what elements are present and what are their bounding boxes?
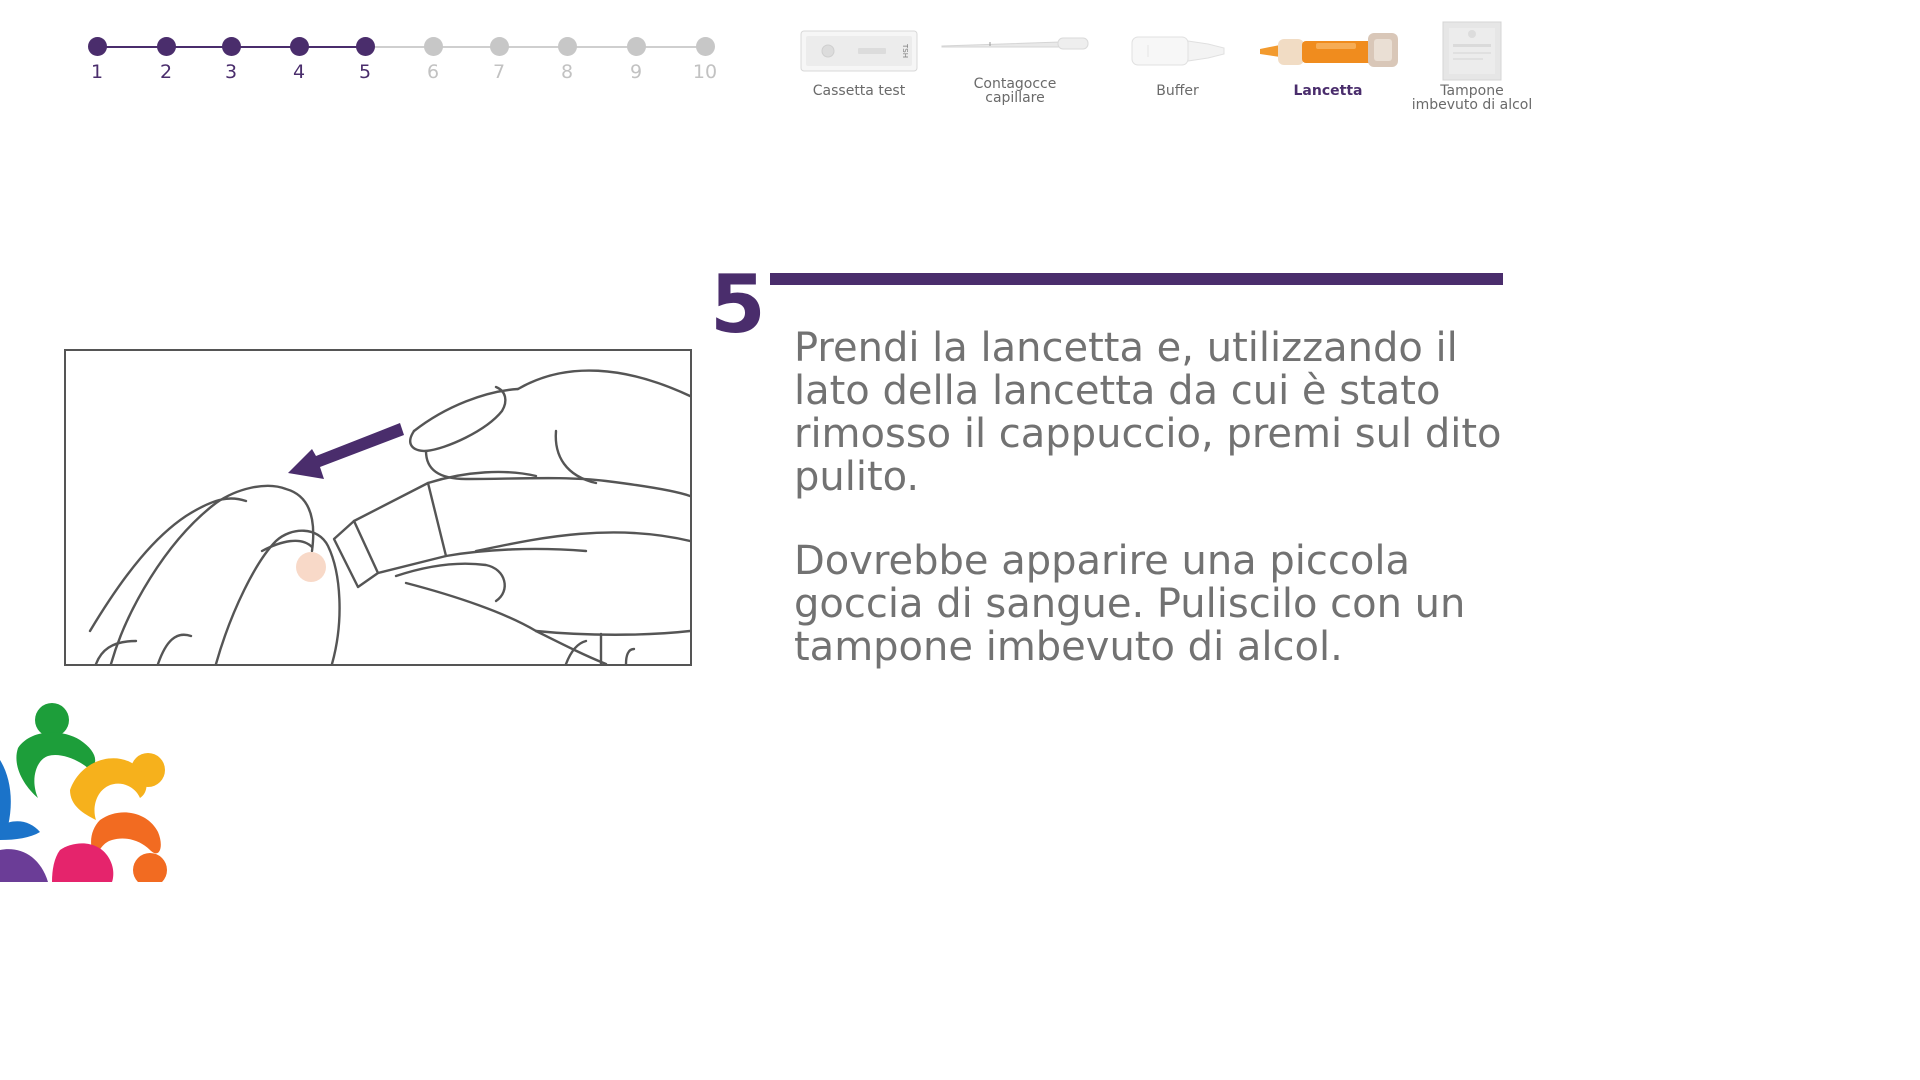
instruction-paragraph-2: Dovrebbe apparire una piccola goccia di sangue. Puliscilo con un tampone imbevuto di alcol. (794, 538, 1466, 670)
step-label: 5 (358, 61, 372, 83)
step-label: 3 (224, 61, 238, 83)
step-label: 6 (426, 61, 440, 83)
test-cassette-icon (800, 28, 918, 74)
step-dot (696, 37, 715, 56)
step-1[interactable] (77, 28, 117, 83)
step-dot (558, 37, 577, 56)
step-7[interactable] (479, 28, 519, 83)
step-9[interactable] (616, 28, 656, 83)
step-2[interactable] (146, 28, 186, 83)
blood-spot (296, 552, 326, 582)
capillary-dropper-icon (940, 34, 1090, 54)
step-label: 10 (692, 61, 718, 83)
step-number: 5 (710, 258, 766, 351)
alcohol-swab-icon (1441, 20, 1503, 82)
step-dot (222, 37, 241, 56)
lancet-icon (1256, 27, 1401, 75)
step-dot (290, 37, 309, 56)
instruction-paragraph-1: Prendi la lancetta e, utilizzando il lato della lancetta da cui è stato rimosso il cappuccio, premi sul dito pulito. (794, 325, 1502, 500)
step-label: 8 (560, 61, 574, 83)
kit-item-lancet (1252, 18, 1404, 98)
people-circle-logo-icon (0, 700, 180, 882)
cassette-text: TSH (901, 44, 909, 58)
kit-item-capillary-dropper (935, 11, 1095, 105)
kit-item-buffer (1120, 18, 1235, 98)
finger-prick-drawing (66, 351, 690, 664)
step-label: 1 (90, 61, 104, 83)
step-dot (88, 37, 107, 56)
step-label: 9 (629, 61, 643, 83)
step-8[interactable] (547, 28, 587, 83)
kit-item-label: Cassetta test (812, 83, 906, 99)
illustration-finger-prick (64, 349, 692, 666)
step-divider (770, 273, 1503, 285)
step-5[interactable] (345, 28, 385, 83)
step-3[interactable] (211, 28, 251, 83)
kit-item-label: Contagocce capillare (973, 76, 1057, 106)
step-dot (157, 37, 176, 56)
kit-item-label: Tampone imbevuto di alcol (1411, 83, 1533, 113)
step-dot (490, 37, 509, 56)
step-progress (80, 28, 740, 98)
step-dot (424, 37, 443, 56)
step-dot (356, 37, 375, 56)
step-label: 4 (292, 61, 306, 83)
step-label: 7 (492, 61, 506, 83)
buffer-bottle-icon (1128, 31, 1228, 71)
step-dot (627, 37, 646, 56)
kit-item-alcohol-swab (1404, 18, 1540, 112)
step-10[interactable] (685, 28, 725, 83)
brand-logo (0, 700, 180, 882)
step-6[interactable] (413, 28, 453, 83)
kit-item-label: Buffer (1156, 83, 1199, 99)
step-4[interactable] (279, 28, 319, 83)
kit-item-label: Lancetta (1293, 83, 1363, 99)
kit-item-test-cassette (790, 18, 928, 98)
step-label: 2 (159, 61, 173, 83)
direction-arrow-icon (288, 423, 404, 479)
